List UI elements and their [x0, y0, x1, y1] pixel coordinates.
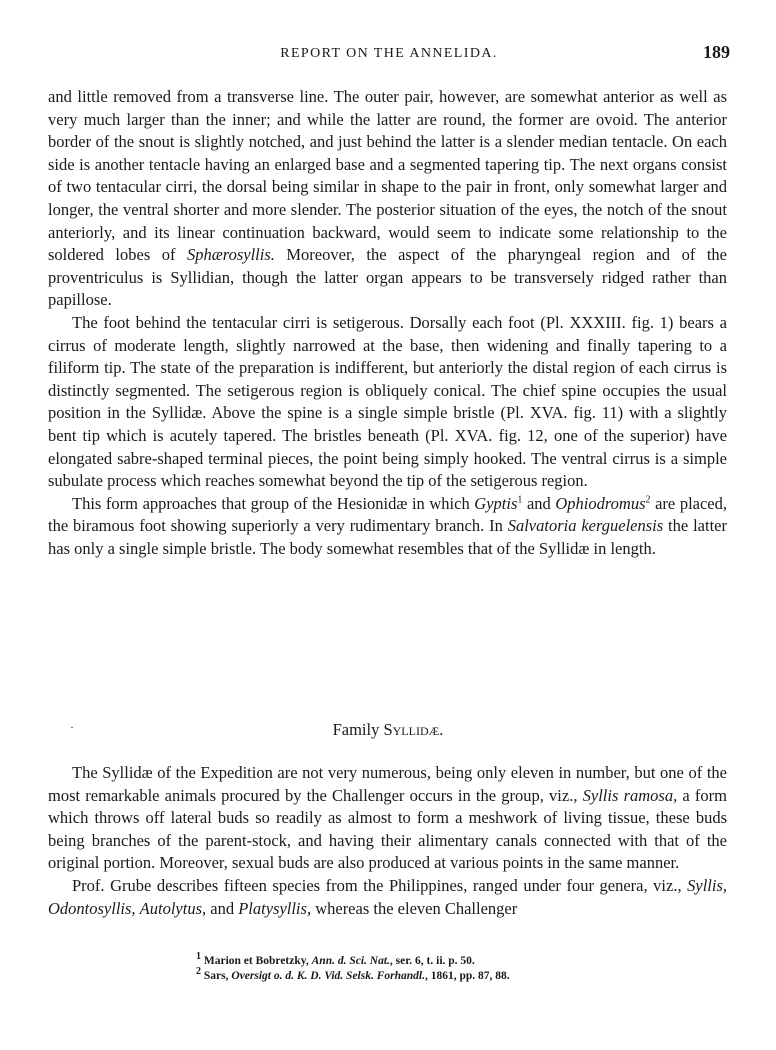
footnote-2-authors: Sars,	[203, 969, 232, 982]
footnote-1-mark: 1	[196, 951, 201, 963]
p4-species: Syllis ramosa,	[582, 785, 678, 805]
p3-gyptis: Gyptis	[474, 493, 518, 513]
p3-text-d: the latter has only a single simple bristle. The body somewhat resembles that of the Syllidæ in length.	[48, 516, 727, 558]
page-number: 189	[703, 42, 730, 62]
footnote-1-authors: Marion et Bobretzky,	[203, 955, 312, 967]
footnote-ref-2: 2	[645, 494, 651, 506]
p3-text-a: This form approaches that group of the Hesionidæ in which	[72, 493, 475, 513]
p3-ophiodromus: Ophiodromus	[555, 493, 646, 513]
p3-text-c: are placed, the biramous foot showing superiorly a very rudimentary branch. In	[48, 493, 727, 536]
p5-sep-3: and	[206, 898, 239, 918]
section-syllidae-text	[48, 762, 727, 920]
p5-genus-2: Odontosyllis,	[48, 898, 136, 918]
p4-text-b: a form which throws off lateral buds so readily as almost to form a meshwork of living tissue, these buds being branches of the parent-stock, and having their alimentary canals connected with that of the original portion. Moreover, sexual buds are also produced at various points in the same manner.	[48, 785, 727, 873]
p3-text-b: and	[522, 493, 556, 513]
paragraph-5	[48, 875, 727, 920]
p5-text-a: Prof. Grube describes fifteen species from the Philippines, ranged under four genera, viz.,	[72, 875, 688, 895]
p5-text-b: whereas the eleven Challenger	[311, 898, 518, 918]
p5-genus-1: Syllis,	[687, 875, 727, 895]
footnote-1	[196, 951, 716, 969]
footnote-2-mark: 2	[196, 965, 201, 977]
paragraph-3	[48, 493, 727, 561]
footnote-1-rest: , ser. 6, t. ii. p. 50.	[389, 955, 475, 967]
footnote-2-journal: Oversigt o. d. K. D. Vid. Selsk. Forhandl.	[231, 969, 425, 982]
p1-text-b: Moreover, the aspect of the pharyngeal region and of the proventriculus is Syllidian, though the latter organ appears to be transversely ridged rather than papillose.	[48, 245, 727, 310]
p4-text-a: The Syllidæ of the Expedition are not very numerous, being only eleven in number, but one of the most remarkable animals procured by the Challenger occurs in the group, viz.,	[48, 763, 727, 805]
paragraph-1	[48, 86, 727, 312]
p3-salvatoria: Salvatoria kerguelensis	[507, 516, 664, 536]
p5-genus-3: Autolytus,	[139, 898, 207, 918]
p1-text-a: and little removed from a transverse line. The outer pair, however, are somewhat anterior as well as very much larger than the inner; and while the latter are round, the former are ovoid. The anterior border of the snout is slightly notched, and just behind the latter is a slender median tentacle. On each side is another tentacle having an enlarged base and a segmented tapering tip. The next organs consist of two tentacular cirri, the dorsal being similar in shape to the pair in front, only somewhat larger and longer, the ventral shorter and more slender. The posterior situation of the eyes, the notch of the snout anteriorly, and its linear continuation backward, would seem to indicate some relationship to the soldered lobes of	[48, 87, 727, 265]
footnote-2-rest: , 1861, pp. 87, 88.	[424, 969, 510, 982]
stray-mark: ·	[70, 720, 74, 734]
body-text	[48, 86, 727, 560]
running-head	[48, 44, 730, 68]
heading-family-name: Syllidæ.	[383, 720, 444, 739]
paragraph-2: The foot behind the tentacular cirri is setigerous. Dorsally each foot (Pl. XXXIII. fig. 1) bears a cirrus of moderate length, slightly narrowed at the base, then widening and finally tapering to a filiform tip. The state of the preparation is indifferent, but anteriorly the distal region of each cirrus is distinctly segmented. The setigerous region is obliquely conical. The chief spine occupies the usual position in the Syllidæ. Above the spine is a single simple bristle (Pl. XVA. fig. 11) with a slightly bent tip which is acutely tapered. The bristles beneath (Pl. XVA. fig. 12, one of the superior) have elongated sabre-shaped terminal pieces, the point being simply hooked. The ventral cirrus is a simple subulate process which reaches somewhat beyond the tip of the setigerous region.	[48, 312, 727, 491]
footnotes	[196, 951, 716, 983]
footnote-1-journal: Ann. d. Sci. Nat.	[311, 955, 390, 967]
p5-genus-4: Platysyllis,	[238, 898, 312, 918]
section-heading	[0, 720, 776, 740]
footnote-ref-1: 1	[517, 494, 523, 506]
running-title: REPORT ON THE ANNELIDA.	[280, 46, 498, 61]
paragraph-4	[48, 762, 727, 875]
p1-genus: Sphærosyllis.	[187, 245, 275, 265]
footnote-2	[196, 965, 716, 984]
heading-prefix: Family	[332, 720, 384, 739]
